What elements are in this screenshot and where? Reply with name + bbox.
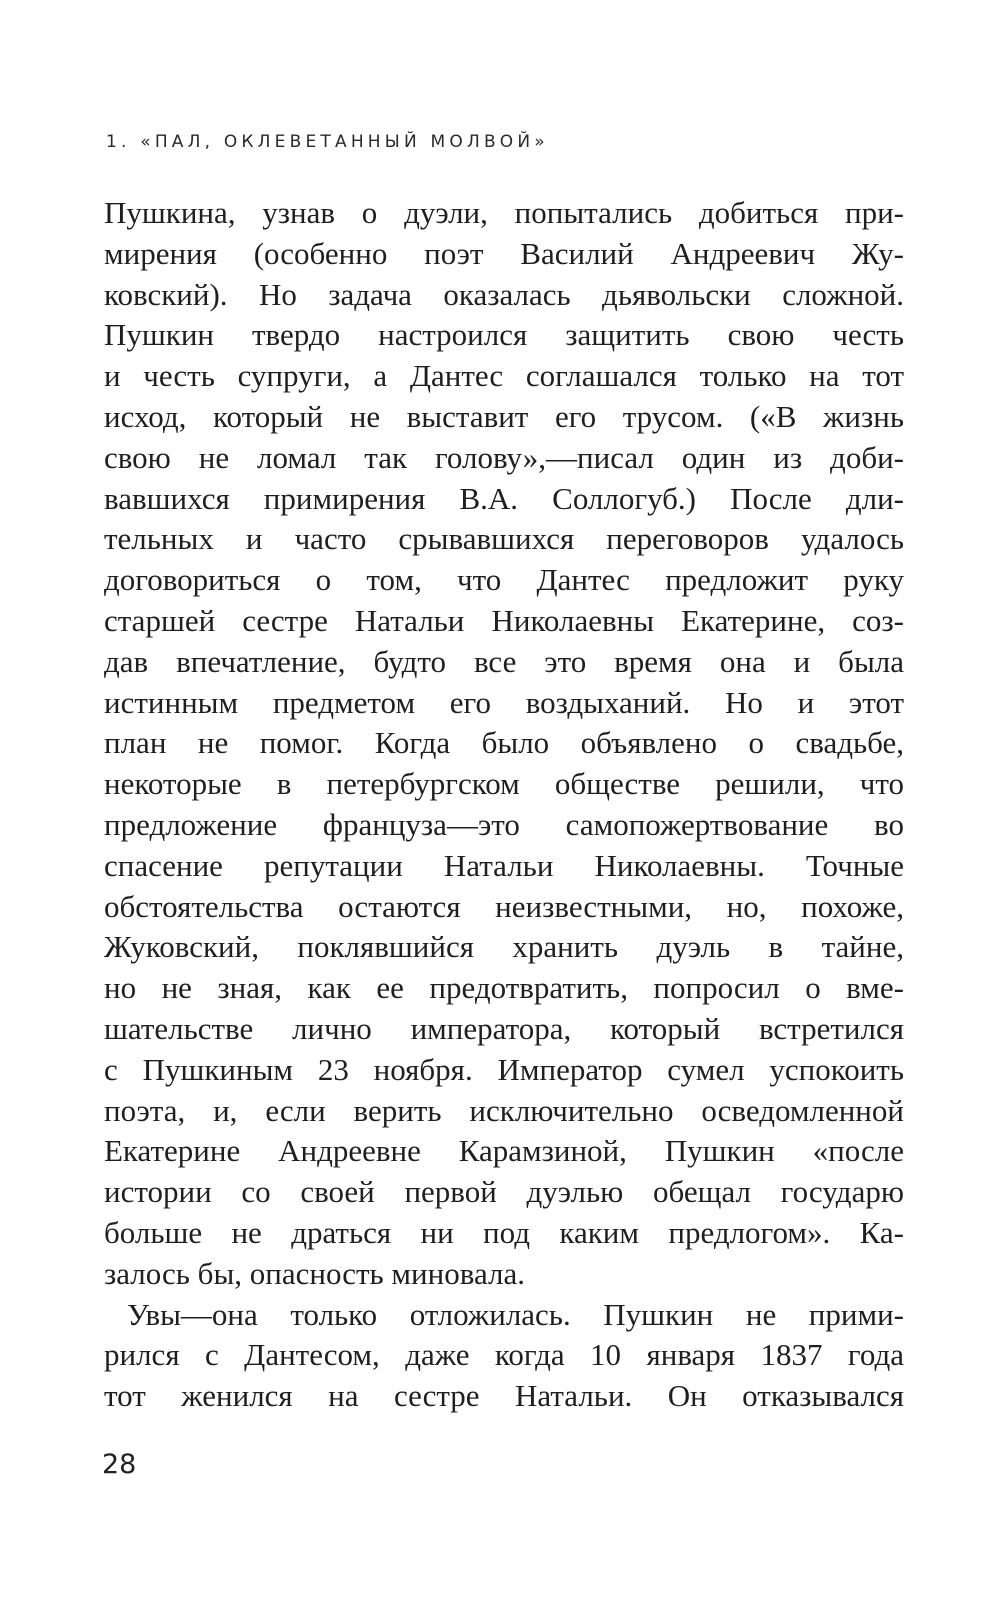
text-line: больше не драться ни под каким предлогом». Ка- (104, 1214, 904, 1250)
text-line: Увы—она только отложилась. Пушкин не прими- (127, 1296, 904, 1332)
paragraph (104, 1295, 904, 1417)
text-line: мирения (особенно поэт Василий Андреевич Жу- (104, 235, 904, 271)
text-line: дав впечатление, будто все это время она и была (104, 643, 904, 679)
text-line: поэта, и, если верить исключительно осведомленной (104, 1092, 904, 1128)
text-line: Екатерине Андреевне Карамзиной, Пушкин «после (104, 1133, 904, 1169)
text-line: вавшихся примирения В.А. Соллогуб.) После дли- (104, 480, 904, 516)
text-line: спасение репутации Натальи Николаевны. Точные (104, 847, 904, 883)
running-head: 1. «ПАЛ, ОКЛЕВЕТАННЫЙ МОЛВОЙ» (106, 132, 549, 152)
text-line: план не помог. Когда было объявлено о свадьбе, (104, 725, 904, 761)
text-line: некоторые в петербургском обществе решили, что (104, 766, 904, 802)
text-line: истинным предметом его воздыханий. Но и этот (104, 684, 904, 720)
text-line: Жуковский, поклявшийся хранить дуэль в тайне, (104, 929, 904, 965)
text-line: и честь супруги, а Дантес соглашался только на тот (104, 358, 904, 394)
text-line: старшей сестре Натальи Николаевны Екатерине, соз- (104, 602, 904, 638)
text-line: свою не ломал так голову»,—писал один из доби- (104, 439, 904, 475)
text-line: тот женился на сестре Натальи. Он отказывался (104, 1378, 904, 1414)
text-line: ковский). Но задача оказалась дьявольски сложной. (104, 276, 904, 312)
page-number: 28 (102, 1449, 137, 1480)
paragraph (104, 193, 904, 1295)
text-line: с Пушкиным 23 ноября. Император сумел успокоить (104, 1051, 904, 1087)
text-line: обстоятельства остаются неизвестными, но, похоже, (104, 888, 904, 924)
text-line: но не зная, как ее предотвратить, попросил о вме- (104, 970, 904, 1006)
text-line: предложение француза—это самопожертвование во (104, 806, 904, 842)
text-line: Пушкина, узнав о дуэли, попытались добиться при- (104, 195, 904, 230)
text-line: шательстве лично императора, который встретился (104, 1010, 904, 1046)
body-text (104, 193, 904, 1417)
text-line: договориться о том, что Дантес предложит руку (104, 562, 904, 598)
text-line: истории со своей первой дуэлью обещал государю (104, 1174, 904, 1210)
text-line: Пушкин твердо настроился защитить свою честь (104, 317, 904, 353)
text-line: рился с Дантесом, даже когда 10 января 1837 года (104, 1337, 904, 1373)
text-line: тельных и часто срывавшихся переговоров удалось (104, 521, 904, 557)
text-line: залось бы, опасность миновала. (104, 1255, 525, 1291)
text-line: исход, который не выставит его трусом. («В жизнь (104, 398, 904, 434)
